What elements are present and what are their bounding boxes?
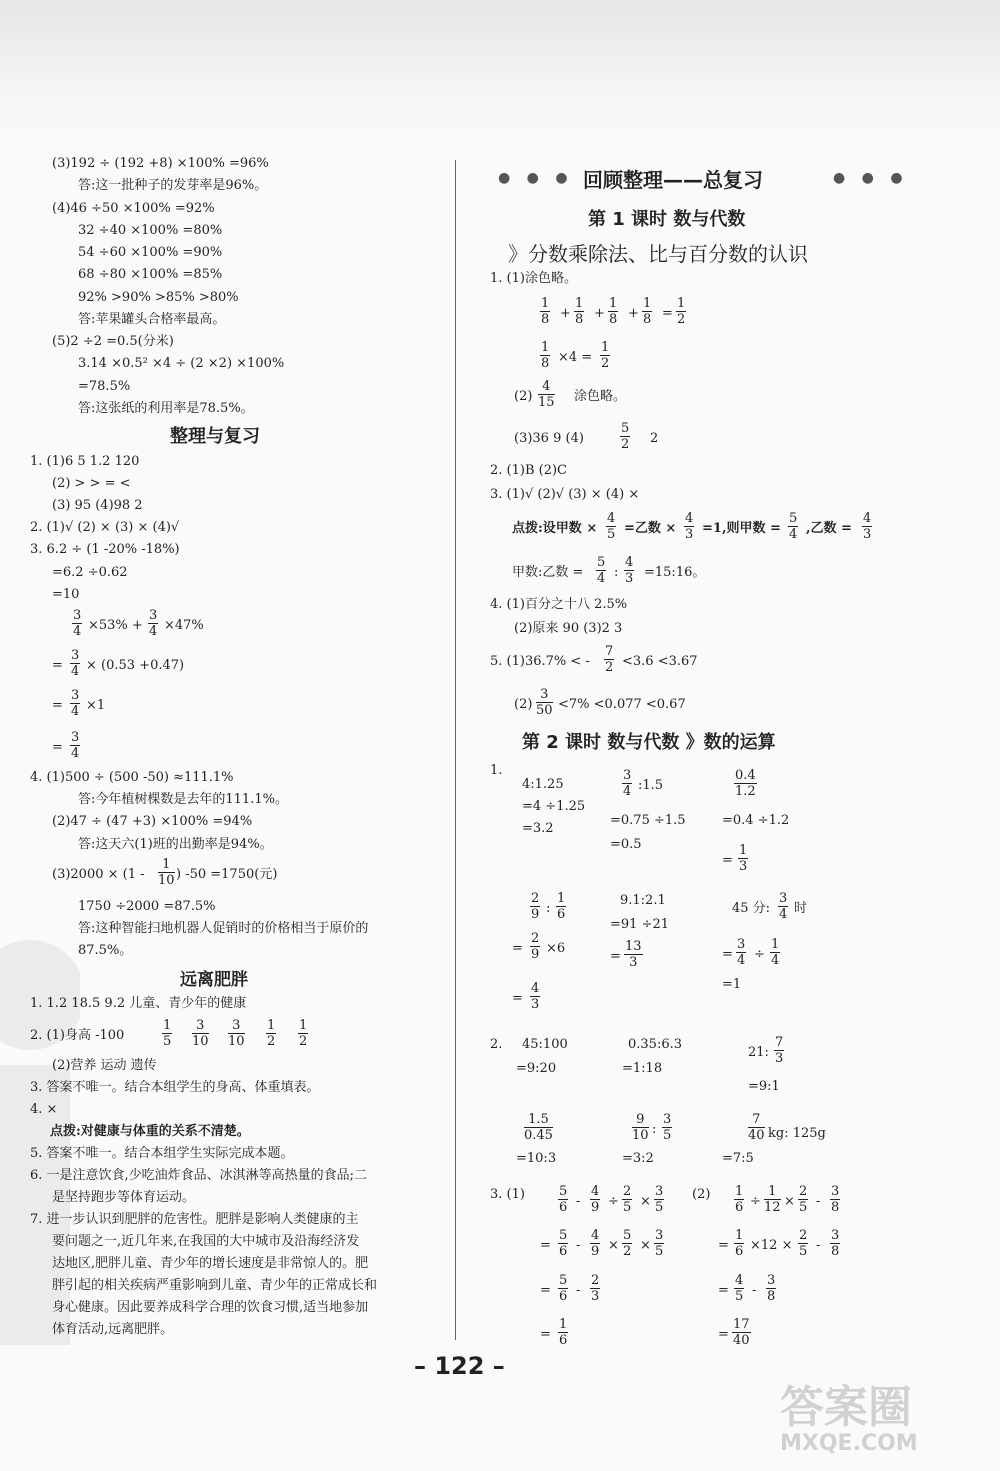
text-line: =1:18: [622, 1061, 663, 1076]
text-line: <3.6 <3.67: [622, 654, 698, 669]
text-line: =6.2 ÷0.62: [52, 565, 128, 580]
fraction: $\frac{4}{3}$: [531, 981, 540, 1012]
fraction: $\frac{3}{4}$: [71, 730, 80, 761]
fraction: $\frac{3}{4}$: [71, 688, 80, 719]
fraction: $\frac{4}{15}$: [538, 379, 555, 410]
text-line: 1. (1)涂色略。: [490, 271, 577, 286]
text-line: =3:2: [622, 1151, 654, 1166]
text-line: ×6: [546, 941, 566, 956]
text-line: 0.35:6.3: [628, 1037, 682, 1052]
fraction: $\frac{1}{5}$: [163, 1018, 172, 1049]
text-line: 答:这种智能扫地机器人促销时的价格相当于原价的: [78, 921, 369, 936]
section-heading: 整理与复习: [170, 426, 260, 447]
text-line: 2: [650, 431, 659, 446]
text-line: 胖引起的相关疾病严重影响到儿童、青少年的正常成长和: [52, 1278, 378, 1293]
text-line: 5. 答案不唯一。结合本组学生实际完成本题。: [30, 1146, 294, 1161]
text-line: 54 ÷60 ×100% =90%: [78, 245, 223, 260]
fraction: $\frac{5}{2}$: [621, 421, 630, 452]
subheading: 》分数乘除法、比与百分数的认识: [508, 242, 808, 266]
fraction: $\frac{3}{10}$: [192, 1018, 209, 1049]
text-line: =15:16。: [644, 565, 706, 580]
operator: =: [722, 947, 733, 962]
fraction: $\frac{7}{40}$: [748, 1112, 765, 1143]
text-line: × (0.53 +0.47): [86, 658, 185, 673]
tip-line: 点拨:对健康与体重的关系不清楚。: [50, 1124, 250, 1139]
fraction: $\frac{4}{5}$: [735, 1273, 744, 1304]
fraction: $\frac{5}{6}$: [559, 1228, 568, 1259]
text-line: 32 ÷40 ×100% =80%: [78, 223, 223, 238]
fraction: $\frac{5}{2}$: [623, 1228, 632, 1259]
text-line: 时: [794, 901, 808, 916]
fraction: $\frac{2}{5}$: [623, 1184, 632, 1215]
operator: =: [512, 941, 523, 956]
fraction: $\frac{5}{6}$: [559, 1273, 568, 1304]
operator: +: [560, 306, 571, 321]
scan-shadow: [0, 0, 1000, 150]
operator: -: [576, 1194, 581, 1209]
fraction: $\frac{3}{4}$: [623, 768, 632, 799]
fraction: $\frac{13}{3}$: [625, 939, 642, 970]
operator: ×: [640, 1194, 651, 1209]
lesson-heading: 第 1 课时 数与代数: [588, 209, 746, 230]
text-line: 1750 ÷2000 =87.5%: [78, 899, 216, 914]
operator: :: [546, 901, 551, 916]
text-line: 要问题之一,近几年来,在我国的大中城市及沿海经济发: [52, 1234, 360, 1249]
operator: =: [540, 1327, 551, 1342]
text-line: ×4 =: [558, 350, 593, 365]
operator: =: [718, 1283, 729, 1298]
text-line: 1. (1)6 5 1.2 120: [30, 454, 140, 469]
fraction: $\frac{4}{3}$: [863, 511, 872, 542]
column-divider: [455, 160, 456, 1340]
text-line: =: [52, 658, 63, 673]
fraction: $\frac{1}{6}$: [735, 1184, 744, 1215]
text-line: 7. 进一步认识到肥胖的危害性。肥胖是影响人类健康的主: [30, 1212, 359, 1227]
text-line: (3)192 ÷ (192 +8) ×100% =96%: [52, 156, 269, 171]
text-line: 68 ÷80 ×100% =85%: [78, 267, 223, 282]
fraction: $\frac{4}{3}$: [685, 511, 694, 542]
banner-title: 回顾整理——总复习: [583, 168, 763, 192]
tip-line: =1,则甲数 =: [702, 521, 781, 536]
text-line: 答:今年植树棵数是去年的111.1%。: [78, 792, 288, 807]
fraction: $\frac{1}{6}$: [559, 1317, 568, 1348]
fraction: $\frac{1}{8}$: [541, 340, 550, 371]
text-line: 45:100: [522, 1037, 568, 1052]
text-line: 92% >90% >85% >80%: [78, 290, 239, 305]
text-line: =10:3: [516, 1151, 557, 1166]
text-line: (3)2000 × (1 -: [52, 867, 145, 882]
fraction: $\frac{3}{4}$: [779, 891, 788, 922]
tip-line: =乙数 ×: [624, 521, 677, 536]
text-line: <7% <0.077 <0.67: [558, 697, 686, 712]
fraction: $\frac{1}{2}$: [267, 1018, 276, 1049]
fraction: $\frac{3}{8}$: [831, 1228, 840, 1259]
text-line: ×47%: [164, 618, 204, 633]
text-line: 达地区,肥胖儿童、青少年的增长速度是非常惊人的。肥: [52, 1256, 369, 1271]
fraction: $\frac{0.4}{1.2}$: [735, 768, 756, 799]
section-heading: 远离肥胖: [180, 970, 248, 990]
text-line: 3. (1)√ (2)√ (3) × (4) ×: [490, 487, 640, 502]
fraction: $\frac{2}{5}$: [799, 1228, 808, 1259]
operator: ×: [784, 1194, 795, 1209]
text-line: =: [52, 740, 63, 755]
text-line: 3. (1): [490, 1187, 525, 1202]
fraction: $\frac{3}{4}$: [737, 937, 746, 968]
text-line: 2. (1)√ (2) × (3) × (4)√: [30, 520, 180, 535]
operator: :: [614, 565, 619, 580]
operator: -: [816, 1238, 821, 1253]
fraction: $\frac{17}{40}$: [733, 1317, 750, 1348]
text-line: =0.4 ÷1.2: [722, 813, 790, 828]
text-line: =91 ÷21: [610, 917, 670, 932]
operator: =: [540, 1238, 551, 1253]
fraction: $\frac{7}{2}$: [605, 644, 614, 675]
fraction: $\frac{1}{8}$: [575, 296, 584, 327]
fraction: $\frac{1}{3}$: [739, 843, 748, 874]
text-line: (2) > > = <: [52, 476, 131, 491]
fraction: $\frac{3}{4}$: [71, 648, 80, 679]
fraction: $\frac{3}{4}$: [149, 608, 158, 639]
text-line: ) -50 =1750(元): [176, 867, 278, 882]
fraction: $\frac{1}{8}$: [609, 296, 618, 327]
operator: ×: [640, 1238, 651, 1253]
fraction: $\frac{3}{8}$: [767, 1273, 776, 1304]
text-line: 3. 答案不唯一。结合本组学生的身高、体重填表。: [30, 1080, 320, 1095]
text-line: 2.: [490, 1037, 503, 1052]
watermark-logo: 答案圈: [780, 1382, 912, 1433]
tip-line: 点拨:设甲数 ×: [512, 521, 598, 536]
lesson-heading: 第 2 课时 数与代数 》数的运算: [522, 732, 776, 753]
text-line: 3. 6.2 ÷ (1 -20% -18%): [30, 542, 180, 557]
text-line: 4. (1)百分之十八 2.5%: [490, 597, 628, 612]
fraction: $\frac{1}{10}$: [158, 857, 175, 888]
text-line: ×12 ×: [750, 1238, 793, 1253]
fraction: $\frac{5}{4}$: [789, 511, 798, 542]
operator: =: [540, 1283, 551, 1298]
fraction: $\frac{1.5}{0.45}$: [524, 1112, 553, 1143]
text-line: =1: [722, 977, 742, 992]
text-line: (3)36 9 (4): [514, 431, 584, 446]
text-line: ×1: [86, 698, 106, 713]
page-number: – 122 –: [414, 1352, 505, 1380]
text-line: =3.2: [522, 821, 554, 836]
text-line: 4. (1)500 ÷ (500 -50) ≈111.1%: [30, 770, 234, 785]
operator: -: [752, 1283, 757, 1298]
text-line: 87.5%。: [78, 943, 133, 958]
operator: -: [576, 1283, 581, 1298]
fraction: $\frac{3}{10}$: [228, 1018, 245, 1049]
fraction: $\frac{9}{10}$: [632, 1112, 649, 1143]
text-line: ×53% +: [88, 618, 143, 633]
fraction: $\frac{2}{3}$: [591, 1273, 600, 1304]
text-line: 是坚持跑步等体育运动。: [52, 1190, 196, 1205]
text-line: =10: [52, 587, 80, 602]
operator: +: [594, 306, 605, 321]
operator: -: [576, 1238, 581, 1253]
operator: =: [718, 1327, 729, 1342]
operator: ÷: [750, 1194, 761, 1209]
operator: :: [652, 1122, 657, 1137]
site-watermark: [780, 1382, 980, 1456]
tip-line: ,乙数 =: [806, 521, 852, 536]
text-line: 涂色略。: [574, 389, 627, 404]
fraction: $\frac{1}{12}$: [764, 1184, 781, 1215]
text-line: (2): [692, 1187, 711, 1202]
text-line: 4. ×: [30, 1102, 58, 1117]
operator: -: [816, 1194, 821, 1209]
text-line: 答:苹果罐头合格率最高。: [78, 312, 226, 327]
text-line: (2): [514, 389, 533, 404]
fraction: $\frac{3}{5}$: [655, 1228, 664, 1259]
fraction: $\frac{3}{50}$: [536, 687, 553, 718]
text-line: =78.5%: [78, 379, 131, 394]
text-line: 6. 一是注意饮食,少吃油炸食品、冰淇淋等高热量的食品;二: [30, 1168, 368, 1183]
operator: =: [662, 306, 673, 321]
text-line: =7:5: [722, 1151, 754, 1166]
text-line: 1. 1.2 18.5 9.2 儿童、青少年的健康: [30, 996, 247, 1011]
text-line: 身心健康。因此要养成科学合理的饮食习惯,适当地参加: [52, 1300, 369, 1315]
text-line: =9:1: [748, 1079, 780, 1094]
fraction: $\frac{4}{3}$: [625, 555, 634, 586]
fraction: $\frac{1}{8}$: [643, 296, 652, 327]
operator: =: [718, 1238, 729, 1253]
fraction: $\frac{1}{2}$: [677, 296, 686, 327]
text-line: 答:这天六(1)班的出勤率是94%。: [78, 837, 273, 852]
fraction: $\frac{4}{5}$: [607, 511, 616, 542]
fraction: $\frac{1}{6}$: [557, 891, 566, 922]
text-line: 5. (1)36.7% < -: [490, 654, 590, 669]
text-line: =0.5: [610, 837, 642, 852]
text-line: 甲数:乙数 =: [512, 565, 584, 580]
text-line: (2)营养 运动 遗传: [52, 1058, 157, 1073]
text-line: 9.1:2.1: [620, 893, 666, 908]
text-line: 答:这张纸的利用率是78.5%。: [78, 401, 254, 416]
fraction: $\frac{5}{6}$: [559, 1184, 568, 1215]
fraction: $\frac{3}{4}$: [73, 608, 82, 639]
fraction: $\frac{1}{2}$: [601, 340, 610, 371]
text-line: :1.5: [638, 778, 664, 793]
text-line: (2)原来 90 (3)2 3: [514, 621, 623, 636]
fraction: $\frac{1}{6}$: [735, 1228, 744, 1259]
fraction: $\frac{3}{5}$: [663, 1112, 672, 1143]
text-line: 4:1.25: [522, 777, 564, 792]
text-line: (4)46 ÷50 ×100% =92%: [52, 201, 215, 216]
text-line: 3.14 ×0.5² ×4 ÷ (2 ×2) ×100%: [78, 356, 285, 371]
banner-dots-right: ● ● ●: [833, 170, 909, 186]
text-line: (2): [514, 697, 533, 712]
operator: ÷: [608, 1194, 619, 1209]
text-line: 体育活动,远离肥胖。: [52, 1322, 174, 1337]
text-line: (3) 95 (4)98 2: [52, 498, 143, 513]
banner-dots-left: ● ● ●: [498, 170, 574, 186]
fraction: $\frac{3}{5}$: [655, 1184, 664, 1215]
text-line: =4 ÷1.25: [522, 799, 586, 814]
operator: =: [722, 853, 733, 868]
fraction: $\frac{4}{9}$: [591, 1228, 600, 1259]
text-line: 21:: [748, 1045, 769, 1060]
operator: =: [512, 991, 523, 1006]
fraction: $\frac{1}{4}$: [771, 937, 780, 968]
text-line: 45 分:: [732, 901, 771, 916]
text-line: (2)47 ÷ (47 +3) ×100% =94%: [52, 814, 253, 829]
fraction: $\frac{3}{8}$: [831, 1184, 840, 1215]
fraction: $\frac{7}{3}$: [775, 1035, 784, 1066]
text-line: =0.75 ÷1.5: [610, 813, 686, 828]
text-line: 2. (1)身高 -100: [30, 1028, 125, 1043]
text-line: 答:这一批种子的发芽率是96%。: [78, 178, 268, 193]
fraction: $\frac{1}{8}$: [541, 296, 550, 327]
operator: ×: [608, 1238, 619, 1253]
fraction: $\frac{2}{9}$: [531, 891, 540, 922]
operator: =: [610, 949, 621, 964]
fraction: $\frac{4}{9}$: [591, 1184, 600, 1215]
fraction: $\frac{1}{2}$: [299, 1018, 308, 1049]
operator: +: [628, 306, 639, 321]
watermark-url: MXQE.COM: [780, 1431, 918, 1456]
text-line: =: [52, 698, 63, 713]
operator: ÷: [754, 947, 765, 962]
text-line: kg: 125g: [768, 1126, 826, 1141]
text-line: 1.: [490, 763, 503, 778]
text-line: 2. (1)B (2)C: [490, 463, 567, 478]
fraction: $\frac{2}{9}$: [531, 931, 540, 962]
fraction: $\frac{5}{4}$: [597, 555, 606, 586]
text-line: =9:20: [516, 1061, 557, 1076]
text-line: (5)2 ÷2 =0.5(分米): [52, 334, 174, 349]
fraction: $\frac{2}{5}$: [799, 1184, 808, 1215]
